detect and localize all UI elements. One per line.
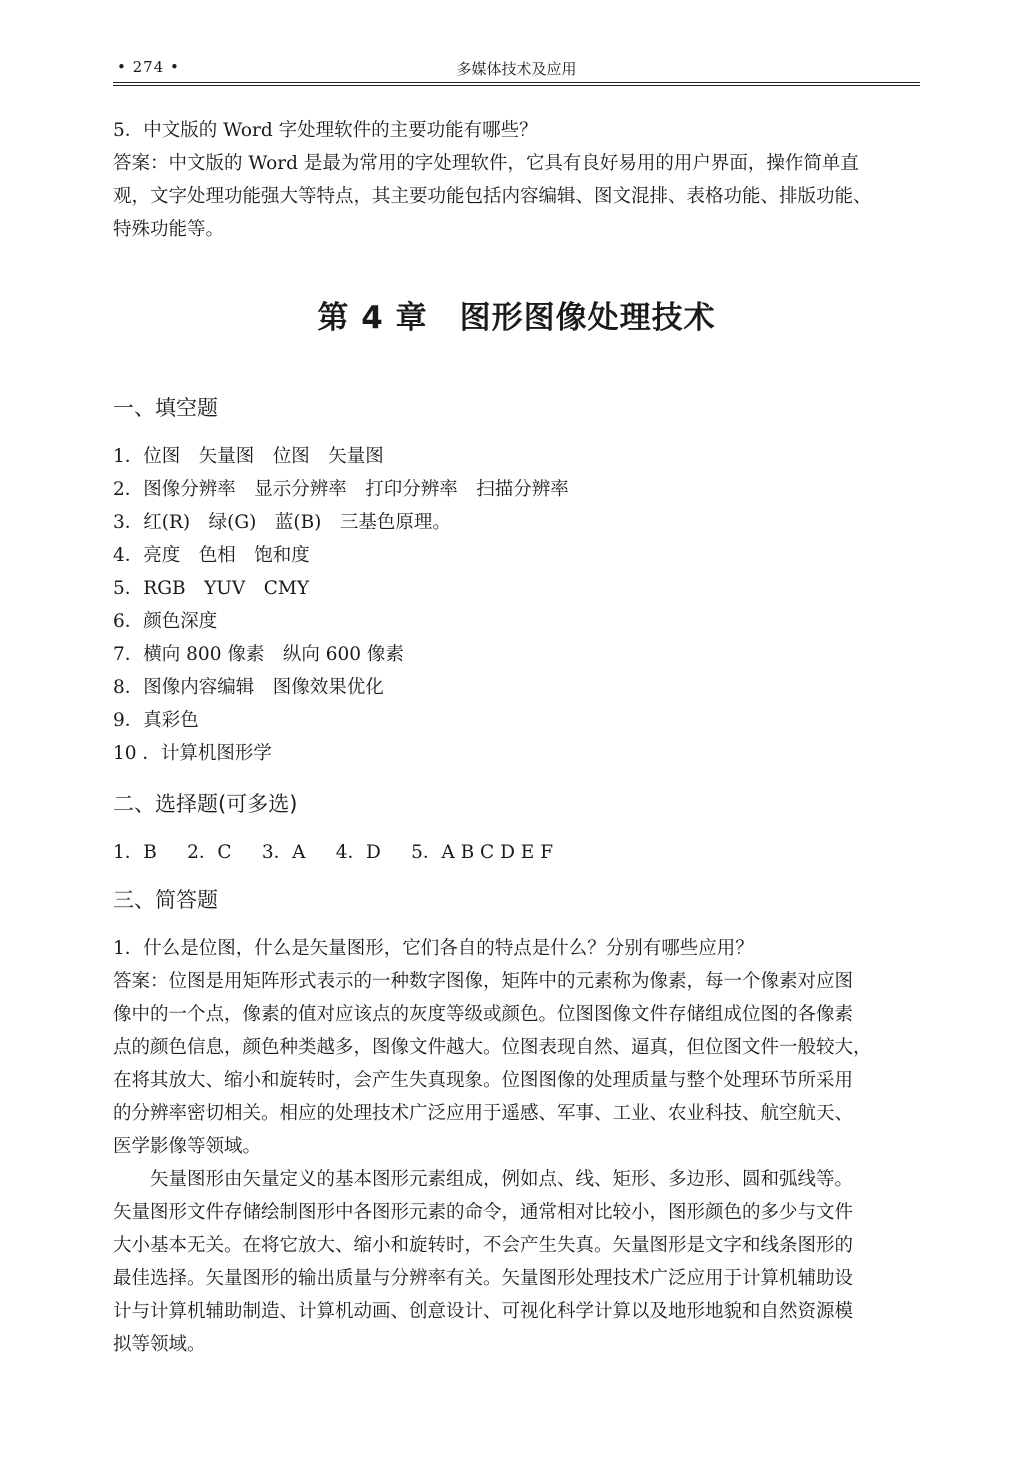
prev-answer-line: 答案：中文版的 Word 是最为常用的字处理软件，它具有良好易用的用户界面，操作简单直	[113, 153, 859, 174]
answer-line: 的分辨率密切相关。相应的处理技术广泛应用于遥感、军事、工业、农业科技、航空航天、	[113, 1103, 854, 1124]
answer-line: 计与计算机辅助制造、计算机动画、创意设计、可视化科学计算以及地形地貌和自然资源模	[113, 1301, 854, 1322]
page-number: • 274 •	[117, 58, 180, 76]
answer-line: 矢量图形文件存储绘制图形中各图形元素的命令，通常相对比较小，图形颜色的多少与文件	[113, 1202, 854, 1223]
list-item: 10 ．计算机图形学	[113, 743, 272, 764]
list-item: 8．图像内容编辑 图像效果优化	[113, 677, 384, 698]
list-item: 7．横向 800 像素 纵向 600 像素	[113, 644, 404, 665]
prev-answer-line: 观，文字处理功能强大等特点，其主要功能包括内容编辑、图文混排、表格功能、排版功能、	[113, 186, 872, 207]
answer-line: 点的颜色信息，颜色种类越多，图像文件越大。位图表现自然、逼真，但位图文件一般较大，	[113, 1037, 872, 1058]
answer-line: 矢量图形由矢量定义的基本图形元素组成，例如点、线、矩形、多边形、圆和弧线等。	[150, 1169, 854, 1190]
running-header	[113, 58, 920, 80]
answer-line: 拟等领域。	[113, 1334, 206, 1355]
prev-question-block	[113, 114, 920, 246]
section-heading-fill-blank: 一、填空题	[113, 396, 218, 420]
answer-line: 答案：位图是用矩阵形式表示的一种数字图像，矩阵中的元素称为像素，每一个像素对应图	[113, 971, 854, 992]
list-item: 3．红(R) 绿(G) 蓝(B) 三基色原理。	[113, 512, 451, 533]
answer-line: 最佳选择。矢量图形的输出质量与分辨率有关。矢量图形处理技术广泛应用于计算机辅助设	[113, 1268, 854, 1289]
answer-line: 大小基本无关。在将它放大、缩小和旋转时，不会产生失真。矢量图形是文字和线条图形的	[113, 1235, 854, 1256]
list-item: 9．真彩色	[113, 710, 199, 731]
section-heading-short-answer: 三、简答题	[113, 888, 218, 912]
answer-line: 像中的一个点，像素的值对应该点的灰度等级或颜色。位图图像文件存储组成位图的各像素	[113, 1004, 854, 1025]
list-item: 2．图像分辨率 显示分辨率 打印分辨率 扫描分辨率	[113, 479, 569, 500]
chapter-title: 第 4 章 图形图像处理技术	[317, 300, 716, 336]
list-item: 5．RGB YUV CMY	[113, 578, 310, 599]
choice-answers: 1．B 2．C 3．A 4．D 5．A B C D E F	[113, 842, 554, 863]
answer-line: 在将其放大、缩小和旋转时，会产生失真现象。位图图像的处理质量与整个处理环节所采用	[113, 1070, 854, 1091]
list-item: 4．亮度 色相 饱和度	[113, 545, 310, 566]
list-item: 1．位图 矢量图 位图 矢量图	[113, 446, 384, 467]
list-item: 6．颜色深度	[113, 611, 218, 632]
short-answer-question: 1．什么是位图，什么是矢量图形，它们各自的特点是什么？分别有哪些应用？	[113, 938, 754, 959]
fill-blank-list	[113, 440, 920, 770]
book-title: 多媒体技术及应用	[456, 60, 577, 78]
answer-line: 医学影像等领域。	[113, 1136, 262, 1157]
prev-question: 5．中文版的 Word 字处理软件的主要功能有哪些？	[113, 120, 538, 141]
prev-answer-line: 特殊功能等。	[113, 219, 225, 240]
section-heading-choice: 二、选择题(可多选)	[113, 792, 298, 816]
header-rule-thick	[113, 82, 920, 83]
short-answer-block	[113, 932, 920, 1361]
header-rule-thin	[113, 85, 920, 86]
